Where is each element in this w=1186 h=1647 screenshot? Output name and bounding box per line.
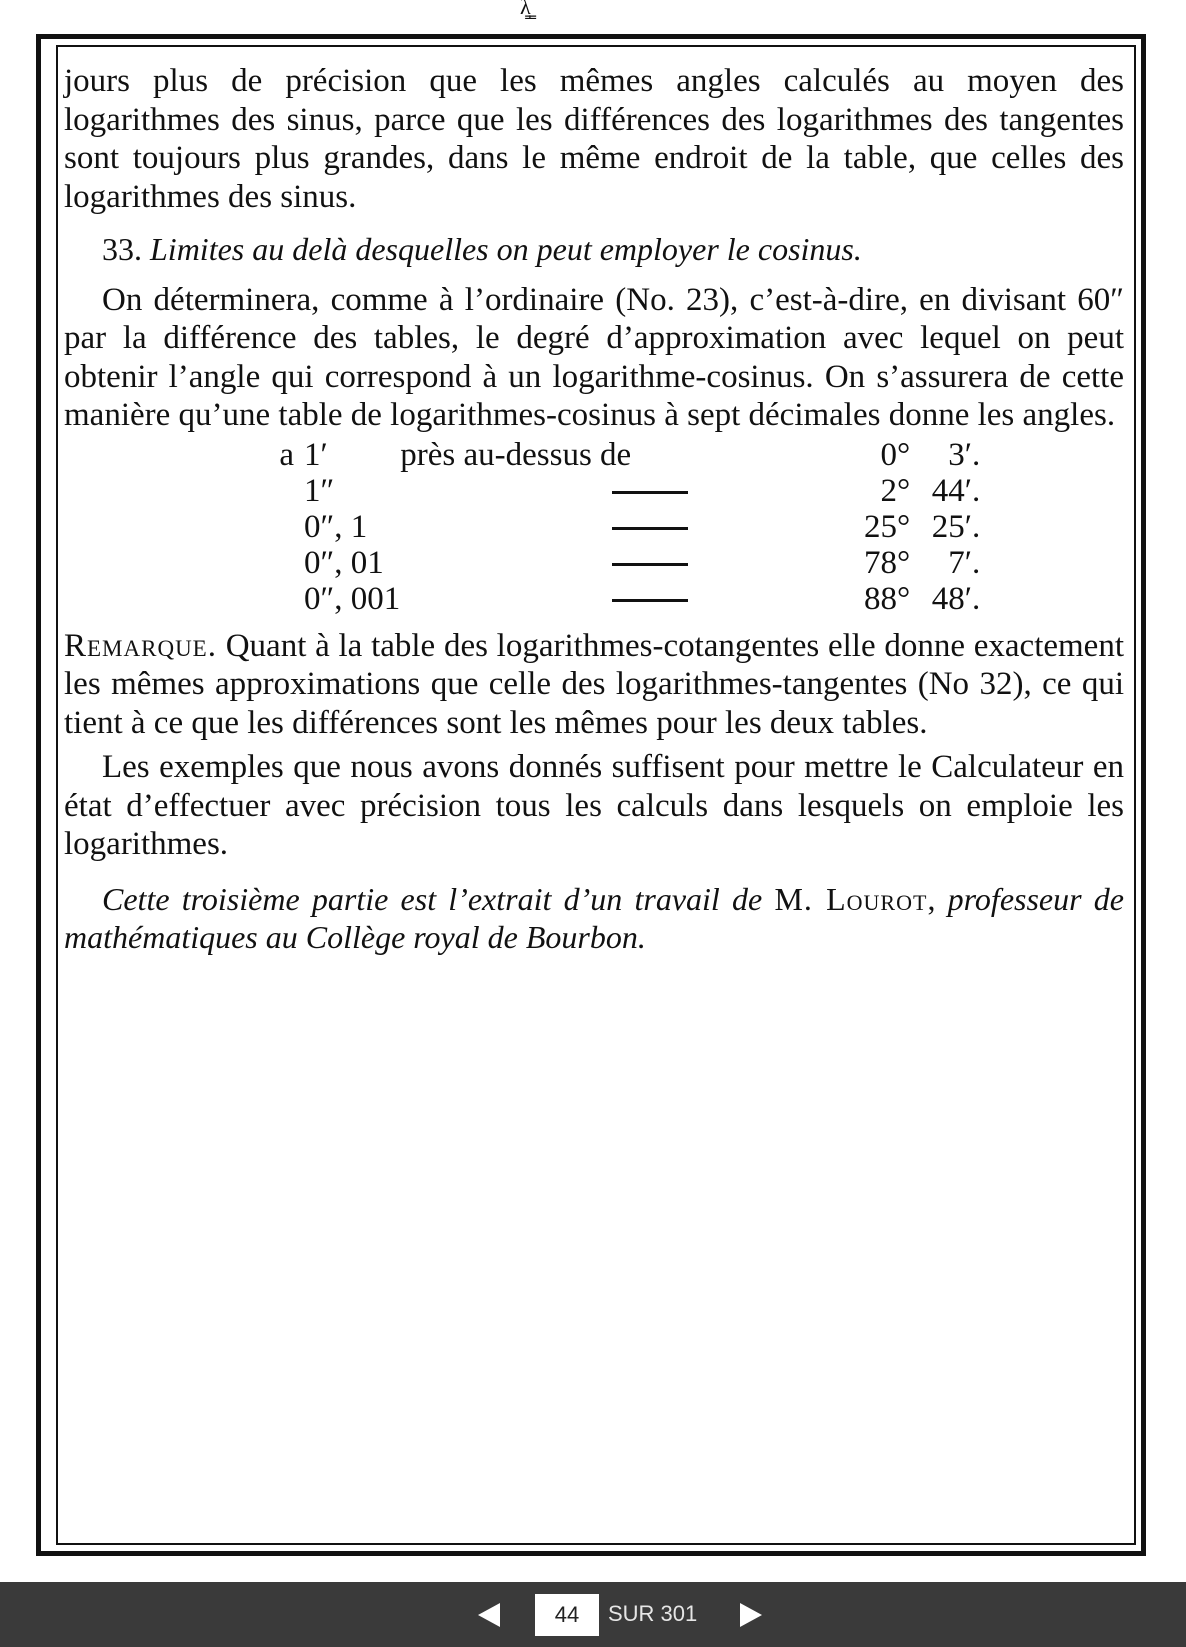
- approx-degrees: 78°: [864, 544, 911, 581]
- page-header-fragment: λ͇ͅ: [520, 0, 531, 20]
- page-number-input[interactable]: [535, 1594, 599, 1636]
- approx-prefix: [64, 509, 304, 545]
- credit-text-2: professeur de mathématiques au Collège royal de Bourbon.: [64, 880, 1124, 955]
- next-page-button[interactable]: [736, 1600, 766, 1630]
- approximation-table: [64, 437, 980, 617]
- page-navigation-toolbar: [0, 1582, 1186, 1647]
- approx-dash: [490, 473, 810, 509]
- approx-text: [400, 545, 490, 581]
- approx-text: [400, 509, 490, 545]
- approximation-row: [64, 545, 980, 581]
- approx-value: 1′: [304, 436, 328, 473]
- ditto-dash: [612, 563, 688, 566]
- approx-prefix: [64, 581, 304, 617]
- ditto-dash: [612, 599, 688, 602]
- ditto-dash: [612, 527, 688, 530]
- previous-page-button[interactable]: [474, 1600, 504, 1630]
- approx-value: 0″, 01: [304, 544, 384, 581]
- approx-prefix: [64, 545, 304, 581]
- credit-comma: ,: [927, 880, 936, 917]
- credit-text-1: Cette troisième partie est l’extrait d’un travail de: [102, 880, 775, 917]
- approximation-row: [64, 509, 980, 545]
- credit-note: [64, 880, 1124, 956]
- triangle-right-icon: [736, 1600, 766, 1630]
- remark-text: Quant à la table des logarithmes-cotangentes elle donne exactement les mêmes approximations que celle des logarithmes-tangentes (No 32), ce qui tient à ce que les différences sont les mêmes pour les deux tables.: [64, 627, 1124, 741]
- approx-prefix: a: [279, 436, 294, 473]
- approx-minutes: 48′.: [931, 580, 981, 617]
- approx-prefix: [64, 473, 304, 509]
- approximation-row: [64, 473, 980, 509]
- approx-degrees: 0°: [880, 436, 911, 473]
- approx-dash: [490, 509, 810, 545]
- approx-degrees: 2°: [880, 472, 911, 509]
- paragraph-cosinus: On déterminera, comme à l’ordinaire (No. 23), c’est-à-dire, en divisant 60″ par la différence des tables, le degré d’approximation avec lequel on peut obtenir l’angle qui correspond à un logarithme-cosinus. On s’assurera de cette manière qu’une table de logarithmes-cosinus à sept décimales donne les angles.: [64, 281, 1124, 433]
- approx-minutes: 3′.: [948, 436, 981, 473]
- page-total-label: SUR 301: [608, 1601, 698, 1626]
- approx-dash: [490, 545, 810, 581]
- section-heading: [64, 230, 1124, 269]
- approx-minutes: 44′.: [931, 472, 981, 509]
- approx-degrees: 88°: [864, 580, 911, 617]
- approx-value: 0″, 1: [304, 508, 368, 545]
- section-title: Limites au delà desquelles on peut employer le cosinus.: [150, 231, 862, 267]
- approx-text: près au-dessus de: [400, 436, 632, 473]
- credit-name: M. Lourot: [774, 880, 928, 917]
- paragraph-remarque: [64, 627, 1124, 743]
- approx-text: [400, 581, 490, 617]
- approx-dash: [490, 581, 810, 617]
- paragraph-closing: Les exemples que nous avons donnés suffisent pour mettre le Calculateur en état d’effectuer avec précision tous les calculs dans lesquels on emploie les logarithmes.: [64, 749, 1124, 862]
- paragraph-tangentes: jours plus de précision que les mêmes angles calculés au moyen des logarithmes des sinus, parce que les différences des logarithmes des tangentes sont toujours plus grandes, dans le même endroit de la table, que celles des logarithmes des sinus.: [64, 63, 1124, 215]
- ditto-dash: [612, 491, 688, 494]
- approximation-row: [64, 581, 980, 617]
- approx-value: 0″, 001: [304, 580, 401, 617]
- approx-minutes: 25′.: [931, 508, 981, 545]
- approx-text: [400, 473, 490, 509]
- approx-degrees: 25°: [864, 508, 911, 545]
- approx-value: 1″: [304, 472, 335, 509]
- page-body: [64, 62, 1124, 956]
- triangle-left-icon: [474, 1600, 504, 1630]
- section-number: 33.: [102, 231, 142, 267]
- approx-minutes: 7′.: [948, 544, 981, 581]
- approximation-row: [64, 437, 980, 473]
- remark-label: Remarque.: [64, 627, 217, 664]
